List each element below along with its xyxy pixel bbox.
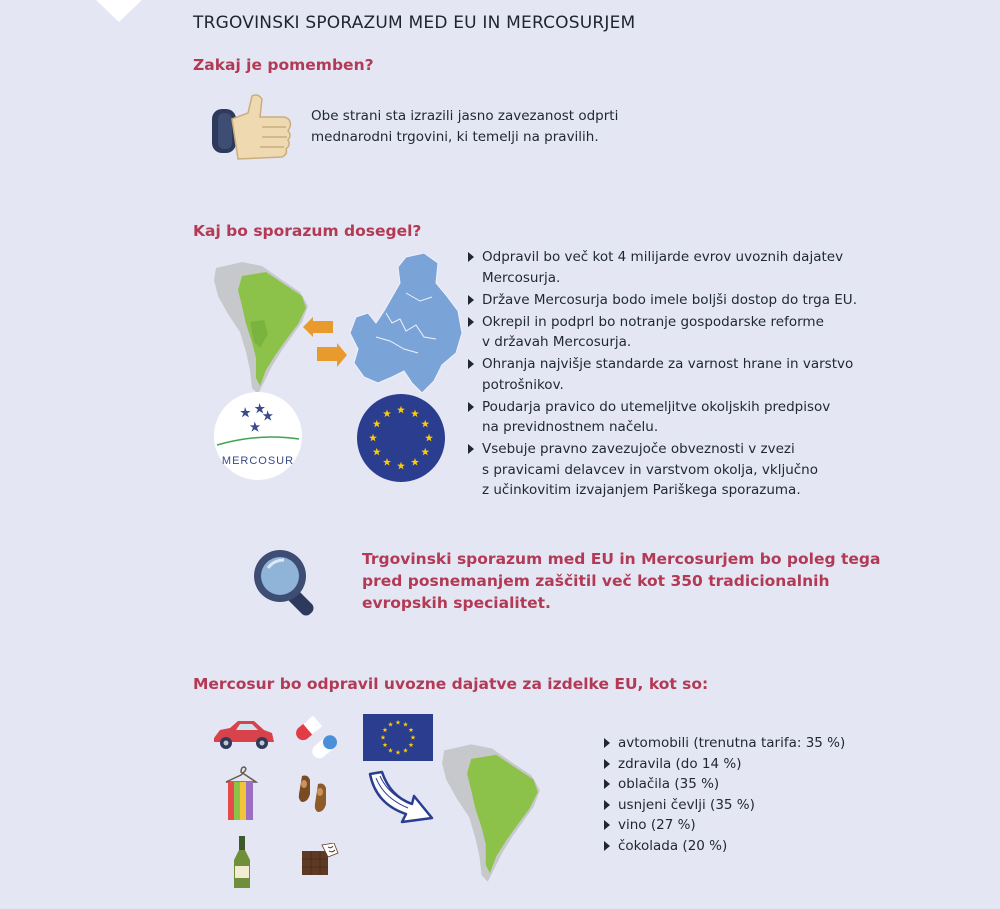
mercosur-logo-icon <box>213 391 303 481</box>
achieve-item: Države Mercosurja bodo imele boljši dostop do trga EU. <box>466 290 886 311</box>
why-line: mednarodni trgovini, ki temelji na pravilih. <box>311 129 599 145</box>
south-america-map-icon <box>212 262 312 396</box>
magnifier-icon <box>250 546 330 616</box>
achieve-item: Vsebuje pravno zavezujoče obveznosti v zvezi s pravicami delavcev in varstvom okolja, vključno z učinkovitim izvajanjem Pariškega sporazuma. <box>466 439 886 501</box>
curved-arrow-icon <box>366 770 438 834</box>
wine-bottle-icon <box>232 836 252 890</box>
why-heading: Zakaj je pomemben? <box>193 56 374 74</box>
eu-flag-icon <box>357 394 445 482</box>
duties-item: usnjeni čevlji (35 %) <box>602 795 902 816</box>
callout-text: Trgovinski sporazum med EU in Mercosurjem bo poleg tega pred posnemanjem zaščitil več kot 350 tradicionalnih evropskih specialitet. <box>362 550 881 612</box>
achieve-heading: Kaj bo sporazum dosegel? <box>193 222 422 240</box>
duties-item: oblačila (35 %) <box>602 774 902 795</box>
clothes-hanger-icon <box>224 766 258 822</box>
achieve-item: Okrepil in podprl bo notranje gospodarske reforme v državah Mercosurja. <box>466 312 886 353</box>
achieve-item: Ohranja najvišje standarde za varnost hrane in varstvo potrošnikov. <box>466 354 886 395</box>
chocolate-icon <box>298 843 340 877</box>
shoes-icon <box>296 772 334 814</box>
duties-item: avtomobili (trenutna tarifa: 35 %) <box>602 733 902 754</box>
duties-item: vino (27 %) <box>602 815 902 836</box>
achieve-list <box>466 247 886 502</box>
why-line: Obe strani sta izrazili jasno zavezanost odprti <box>311 108 619 124</box>
duties-heading: Mercosur bo odpravil uvozne dajatve za izdelke EU, kot so: <box>193 675 709 693</box>
europe-map-icon <box>346 253 464 395</box>
south-america-map-icon <box>440 741 544 887</box>
duties-item: čokolada (20 %) <box>602 836 902 857</box>
why-text <box>311 106 731 148</box>
duties-item: zdravila (do 14 %) <box>602 754 902 775</box>
car-icon <box>210 718 276 750</box>
top-notch-decoration <box>96 0 142 22</box>
achieve-item: Poudarja pravico do utemeljitve okoljskih predpisov na previdnostnem načelu. <box>466 397 886 438</box>
duties-list <box>602 733 902 856</box>
page-title: TRGOVINSKI SPORAZUM MED EU IN MERCOSURJEM <box>193 13 636 33</box>
achieve-item: Odpravil bo več kot 4 milijarde evrov uvoznih dajatev Mercosurja. <box>466 247 886 288</box>
eu-flag-small-icon <box>363 714 433 761</box>
thumbs-up-icon <box>208 93 294 171</box>
mercosur-logo-text: MERCOSUR <box>221 455 295 467</box>
pill-icon <box>292 712 338 760</box>
exchange-arrows-icon <box>303 317 347 369</box>
